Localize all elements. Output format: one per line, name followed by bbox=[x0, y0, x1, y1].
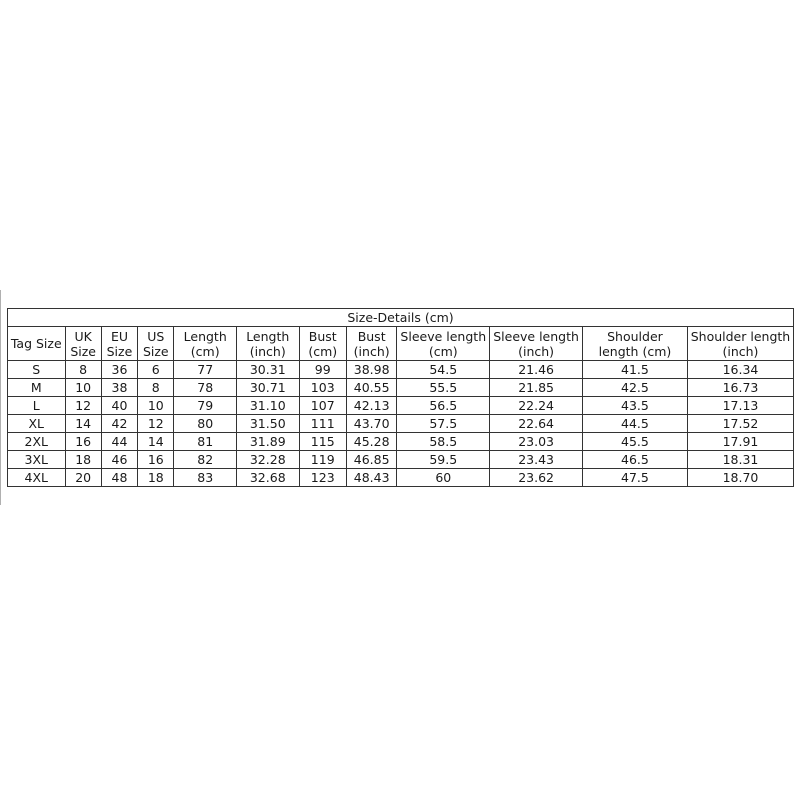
table-cell: 107 bbox=[299, 397, 346, 415]
table-cell: 38 bbox=[101, 379, 137, 397]
table-cell: 43.70 bbox=[346, 415, 396, 433]
column-header-line: (inch) bbox=[722, 343, 759, 359]
column-header bbox=[687, 327, 793, 361]
column-header-line: Length bbox=[246, 328, 290, 344]
table-cell: 16.73 bbox=[687, 379, 793, 397]
table-cell: 17.52 bbox=[687, 415, 793, 433]
table-cell: XL bbox=[8, 415, 66, 433]
column-header-line: (inch) bbox=[249, 343, 286, 359]
table-cell: 23.43 bbox=[490, 451, 583, 469]
column-header-line: Sleeve length bbox=[493, 328, 579, 344]
column-header-line: Shoulder bbox=[607, 328, 663, 344]
column-header-line: (cm) bbox=[190, 343, 220, 359]
table-cell: 45.5 bbox=[583, 433, 688, 451]
table-cell: 38.98 bbox=[346, 361, 396, 379]
table-cell: 59.5 bbox=[397, 451, 490, 469]
table-cell: 44 bbox=[101, 433, 137, 451]
table-cell: 20 bbox=[65, 469, 101, 487]
table-cell: 16 bbox=[65, 433, 101, 451]
table-cell: 10 bbox=[138, 397, 174, 415]
table-cell: 99 bbox=[299, 361, 346, 379]
table-cell: 77 bbox=[174, 361, 237, 379]
table-cell: 46.5 bbox=[583, 451, 688, 469]
table-cell: 58.5 bbox=[397, 433, 490, 451]
table-cell: 115 bbox=[299, 433, 346, 451]
table-cell: 79 bbox=[174, 397, 237, 415]
column-header-line: Length bbox=[183, 328, 227, 344]
table-title: Size-Details (cm) bbox=[8, 309, 794, 327]
table-cell: 3XL bbox=[8, 451, 66, 469]
table-cell: 44.5 bbox=[583, 415, 688, 433]
table-cell: 16.34 bbox=[687, 361, 793, 379]
column-header-line: UK bbox=[74, 328, 92, 344]
table-cell: 57.5 bbox=[397, 415, 490, 433]
table-cell: 17.13 bbox=[687, 397, 793, 415]
table-cell: 40 bbox=[101, 397, 137, 415]
table-cell: 60 bbox=[397, 469, 490, 487]
table-cell: 111 bbox=[299, 415, 346, 433]
table-cell: 23.62 bbox=[490, 469, 583, 487]
table-cell: 14 bbox=[65, 415, 101, 433]
column-header-line: US bbox=[147, 328, 165, 344]
column-header-line: Size bbox=[142, 343, 169, 359]
table-cell: 18.31 bbox=[687, 451, 793, 469]
table-cell: 12 bbox=[65, 397, 101, 415]
table-cell: M bbox=[8, 379, 66, 397]
table-cell: 23.03 bbox=[490, 433, 583, 451]
table-row bbox=[8, 379, 794, 397]
table-cell: 123 bbox=[299, 469, 346, 487]
table-cell: 30.71 bbox=[236, 379, 299, 397]
table-row bbox=[8, 433, 794, 451]
column-header bbox=[8, 327, 66, 361]
table-cell: 22.24 bbox=[490, 397, 583, 415]
table-row bbox=[8, 361, 794, 379]
table-cell: 21.85 bbox=[490, 379, 583, 397]
table-row bbox=[8, 451, 794, 469]
table-cell: 42.13 bbox=[346, 397, 396, 415]
table-cell: 55.5 bbox=[397, 379, 490, 397]
table-cell: 40.55 bbox=[346, 379, 396, 397]
table-cell: 82 bbox=[174, 451, 237, 469]
table-cell: 83 bbox=[174, 469, 237, 487]
table-cell: 48.43 bbox=[346, 469, 396, 487]
table-cell: 31.89 bbox=[236, 433, 299, 451]
table-cell: 16 bbox=[138, 451, 174, 469]
table-cell: L bbox=[8, 397, 66, 415]
column-header bbox=[299, 327, 346, 361]
table-cell: 45.28 bbox=[346, 433, 396, 451]
table-cell: 78 bbox=[174, 379, 237, 397]
left-border-line bbox=[0, 290, 1, 505]
column-header bbox=[174, 327, 237, 361]
table-cell: 56.5 bbox=[397, 397, 490, 415]
table-cell: 21.46 bbox=[490, 361, 583, 379]
table-cell: 103 bbox=[299, 379, 346, 397]
table-cell: 8 bbox=[65, 361, 101, 379]
table-cell: 81 bbox=[174, 433, 237, 451]
table-cell: 30.31 bbox=[236, 361, 299, 379]
table-cell: 43.5 bbox=[583, 397, 688, 415]
column-header-line: length (cm) bbox=[598, 343, 672, 359]
column-header bbox=[583, 327, 688, 361]
table-cell: 18 bbox=[138, 469, 174, 487]
table-cell: 42.5 bbox=[583, 379, 688, 397]
column-header-line: EU bbox=[110, 328, 128, 344]
table-cell: 10 bbox=[65, 379, 101, 397]
table-cell: 32.28 bbox=[236, 451, 299, 469]
table-cell: 47.5 bbox=[583, 469, 688, 487]
column-header-line: (cm) bbox=[428, 343, 458, 359]
column-header-line: (cm) bbox=[308, 343, 338, 359]
column-header-line: Size bbox=[106, 343, 133, 359]
table-cell: 46.85 bbox=[346, 451, 396, 469]
table-cell: 42 bbox=[101, 415, 137, 433]
table-cell: 31.10 bbox=[236, 397, 299, 415]
table-cell: 80 bbox=[174, 415, 237, 433]
size-details-table bbox=[7, 308, 794, 487]
table-cell: 6 bbox=[138, 361, 174, 379]
table-cell: 8 bbox=[138, 379, 174, 397]
table-cell: S bbox=[8, 361, 66, 379]
table-row bbox=[8, 415, 794, 433]
column-header-line: Shoulder length bbox=[690, 328, 791, 344]
column-header bbox=[490, 327, 583, 361]
table-title-row bbox=[8, 309, 794, 327]
table-cell: 32.68 bbox=[236, 469, 299, 487]
column-header-line: (inch) bbox=[353, 343, 390, 359]
table-cell: 119 bbox=[299, 451, 346, 469]
column-header-line: (inch) bbox=[518, 343, 555, 359]
table-cell: 12 bbox=[138, 415, 174, 433]
column-header bbox=[346, 327, 396, 361]
table-row bbox=[8, 469, 794, 487]
table-cell: 17.91 bbox=[687, 433, 793, 451]
table-cell: 36 bbox=[101, 361, 137, 379]
table-cell: 54.5 bbox=[397, 361, 490, 379]
table-cell: 4XL bbox=[8, 469, 66, 487]
column-header-line: Tag Size bbox=[10, 336, 62, 351]
table-cell: 22.64 bbox=[490, 415, 583, 433]
column-header bbox=[236, 327, 299, 361]
table-header-row bbox=[8, 327, 794, 361]
table-cell: 41.5 bbox=[583, 361, 688, 379]
table-cell: 2XL bbox=[8, 433, 66, 451]
table-cell: 46 bbox=[101, 451, 137, 469]
table-cell: 48 bbox=[101, 469, 137, 487]
column-header bbox=[138, 327, 174, 361]
column-header bbox=[397, 327, 490, 361]
column-header-line: Sleeve length bbox=[400, 328, 487, 344]
column-header-line: Bust bbox=[308, 328, 337, 344]
column-header bbox=[101, 327, 137, 361]
table-cell: 14 bbox=[138, 433, 174, 451]
table-cell: 31.50 bbox=[236, 415, 299, 433]
column-header-line: Size bbox=[70, 343, 96, 359]
table-cell: 18.70 bbox=[687, 469, 793, 487]
column-header-line: Bust bbox=[357, 328, 386, 344]
column-header bbox=[65, 327, 101, 361]
table-cell: 18 bbox=[65, 451, 101, 469]
table-row bbox=[8, 397, 794, 415]
